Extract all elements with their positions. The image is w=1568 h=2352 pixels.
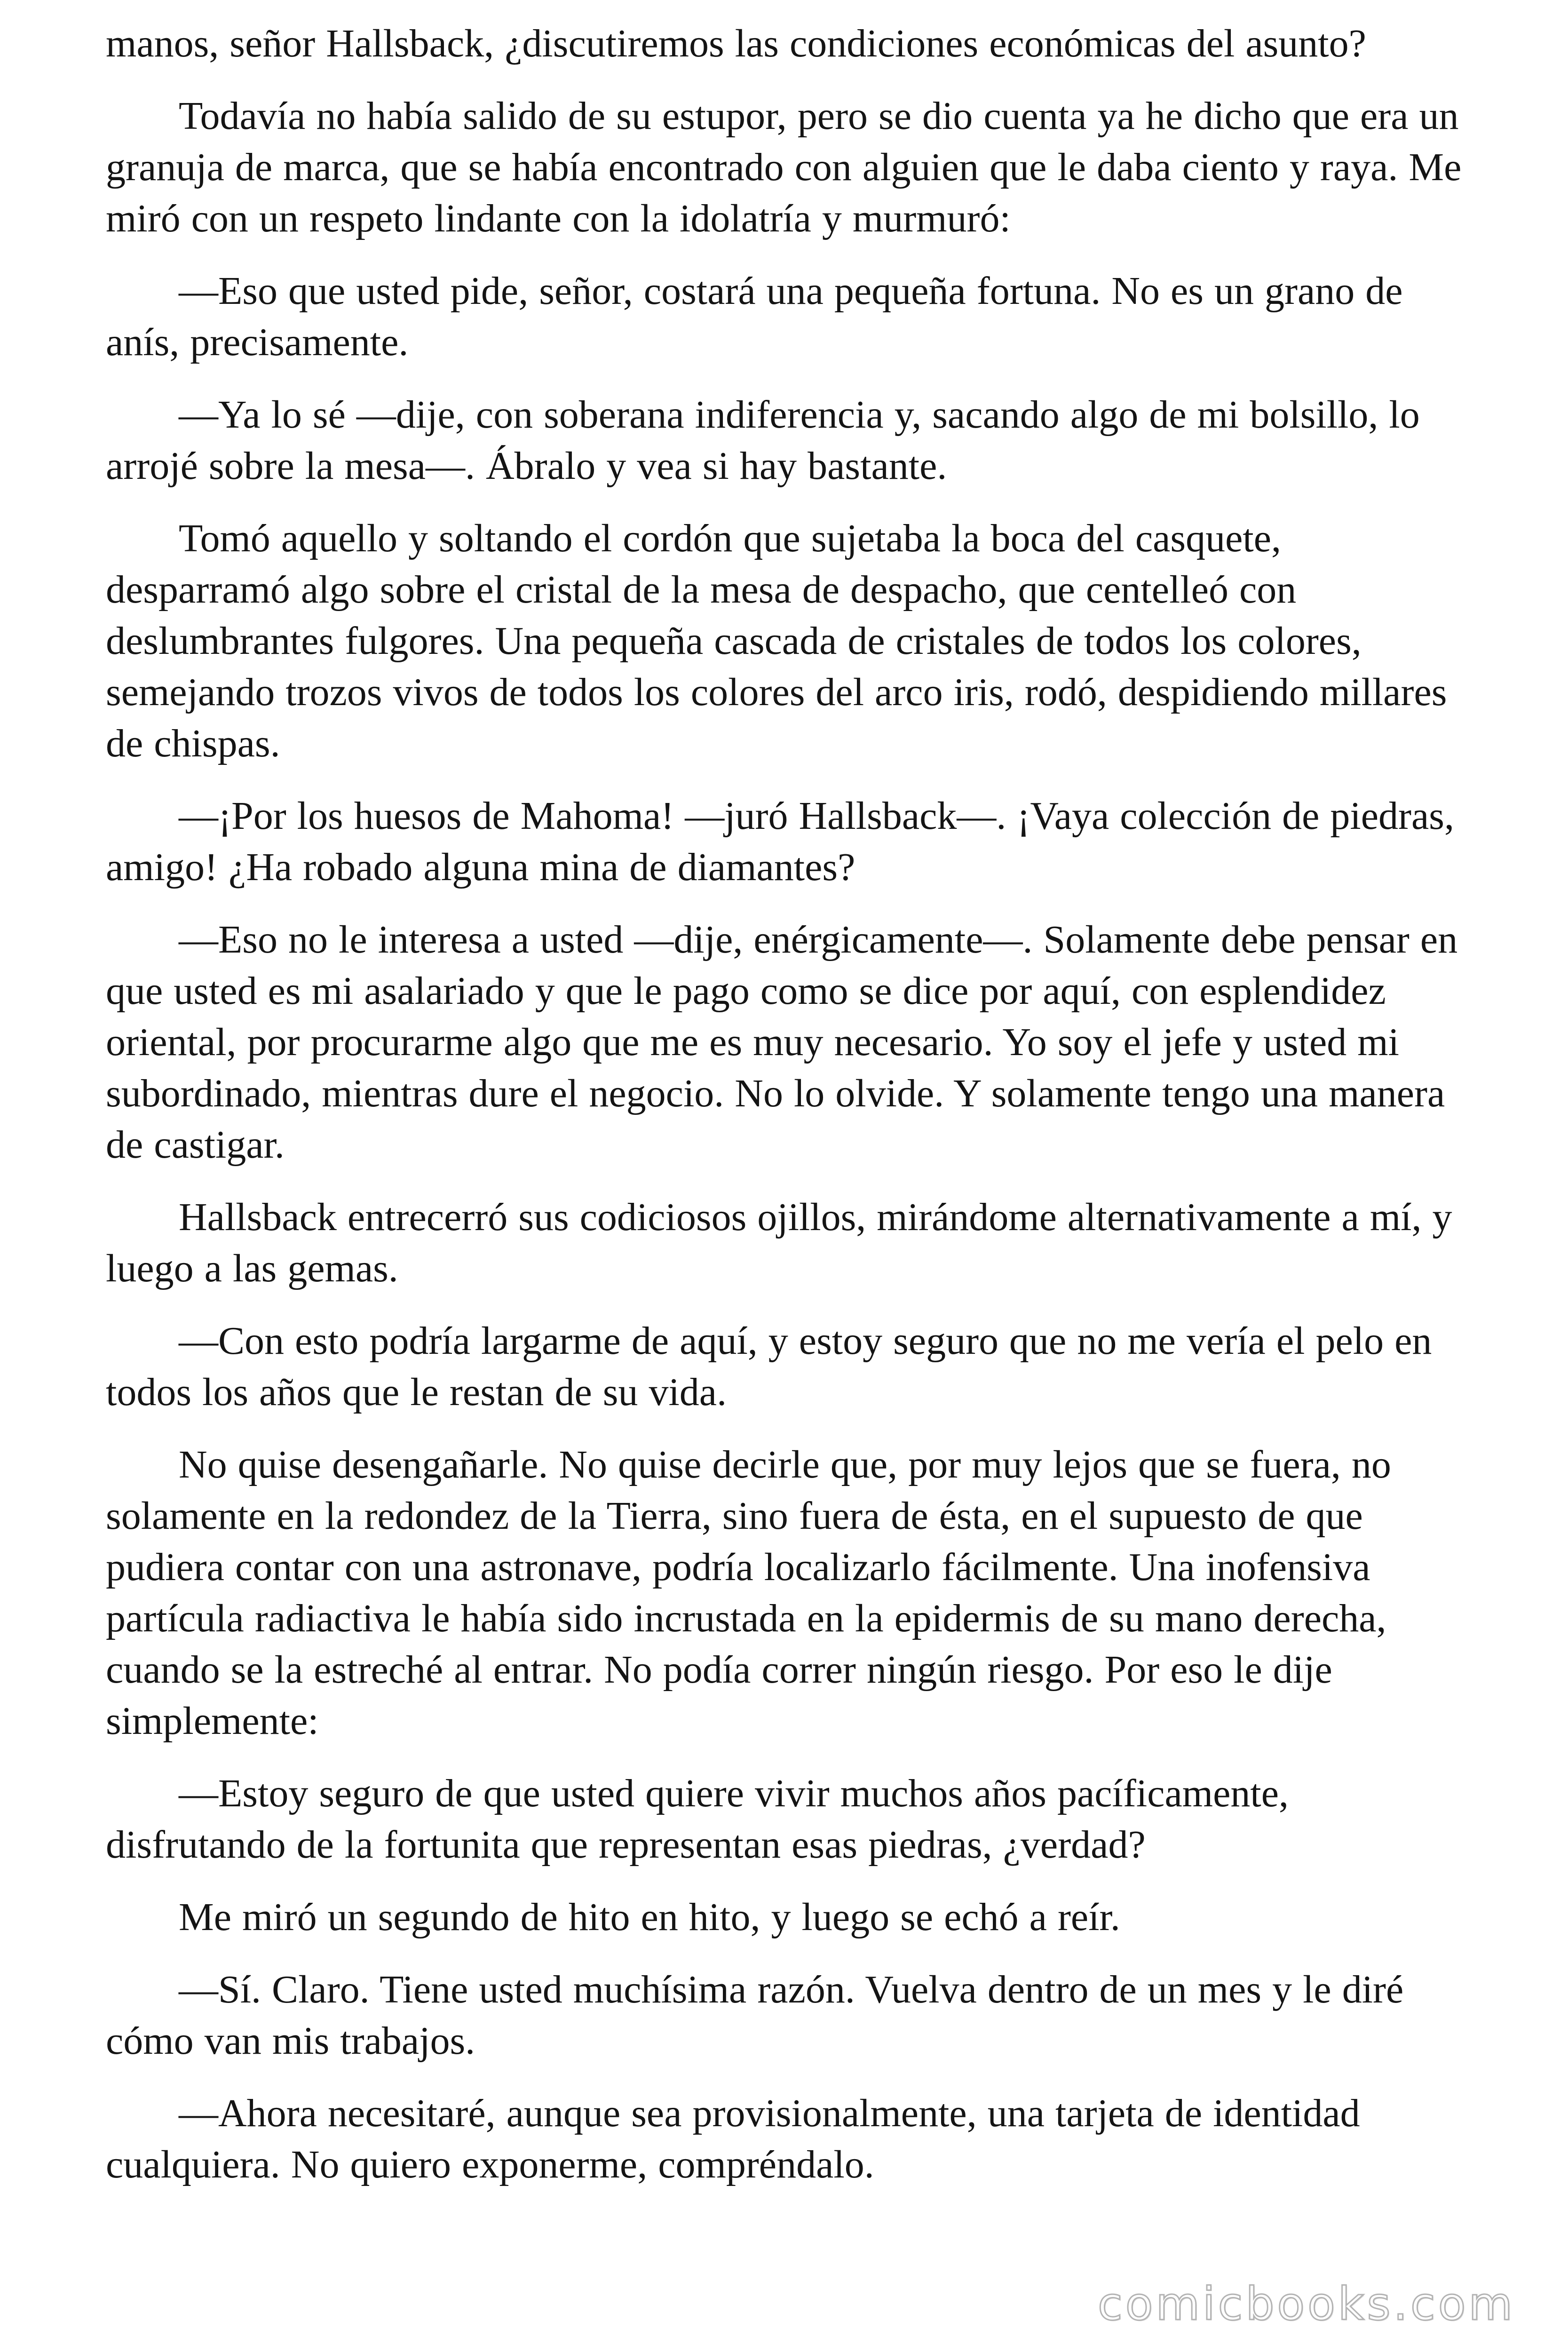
paragraph: —Ahora necesitaré, aunque sea provisionalmente, una tarjeta de identidad cualquiera. No quiero exponerme, compréndalo. xyxy=(106,2091,1360,2186)
paragraph: Todavía no había salido de su estupor, pero se dio cuenta ya he dicho que era un granuja de marca, que se había encontrado con alguien que le daba ciento y raya. Me miró con un respeto lindante con la idolatría y murmuró: xyxy=(106,94,1462,240)
paragraph: —Estoy seguro de que usted quiere vivir muchos años pacíficamente, disfrutando de la fortunita que representan esas piedras, ¿verdad? xyxy=(106,1772,1289,1867)
paragraph: Tomó aquello y soltando el cordón que sujetaba la boca del casquete, desparramó algo sobre el cristal de la mesa de despacho, que centelleó con deslumbrantes fulgores. Una pequeña cascada de cristales de todos los colores, semejando trozos vivos de todos los colores del arco iris, rodó, despidiendo millares de chispas. xyxy=(106,516,1447,765)
paragraph: —Eso no le interesa a usted —dije, enérgicamente—. Solamente debe pensar en que usted es mi asalariado y que le pago como se dice por aquí, con esplendidez oriental, por procurarme algo que me es muy necesario. Yo soy el jefe y usted mi subordinado, mientras dure el negocio. No lo olvide. Y solamente tengo una manera de castigar. xyxy=(106,918,1458,1167)
paragraph: Me miró un segundo de hito en hito, y luego se echó a reír. xyxy=(179,1895,1120,1939)
paragraph: —Ya lo sé —dije, con soberana indiferencia y, sacando algo de mi bolsillo, lo arrojé sobre la mesa—. Ábralo y vea si hay bastante. xyxy=(106,393,1420,488)
paragraph: No quise desengañarle. No quise decirle que, por muy lejos que se fuera, no solamente en la redondez de la Tierra, sino fuera de ésta, en el supuesto de que pudiera contar con una astronave, podría localizarlo fácilmente. Una inofensiva partícula radiactiva le había sido incrustada en la epidermis de su mano derecha, cuando se la estreché al entrar. No podía correr ningún riesgo. Por eso le dije simplemente: xyxy=(106,1443,1391,1743)
paragraph: manos, señor Hallsback, ¿discutiremos las condiciones económicas del asunto? xyxy=(106,22,1366,65)
paragraph: —Eso que usted pide, señor, costará una pequeña fortuna. No es un grano de anís, precisamente. xyxy=(106,269,1403,364)
paragraph: Hallsback entrecerró sus codiciosos ojillos, mirándome alternativamente a mí, y luego a las gemas. xyxy=(106,1195,1452,1290)
paragraph: —Con esto podría largarme de aquí, y estoy seguro que no me vería el pelo en todos los años que le restan de su vida. xyxy=(106,1319,1432,1414)
watermark: comicbooks.com xyxy=(1097,2278,1515,2330)
text-column xyxy=(106,18,1472,2211)
paragraph: —Sí. Claro. Tiene usted muchísima razón. Vuelva dentro de un mes y le diré cómo van mis trabajos. xyxy=(106,1968,1404,2063)
paragraph: —¡Por los huesos de Mahoma! —juró Hallsback—. ¡Vaya colección de piedras, amigo! ¿Ha robado alguna mina de diamantes? xyxy=(106,794,1454,889)
